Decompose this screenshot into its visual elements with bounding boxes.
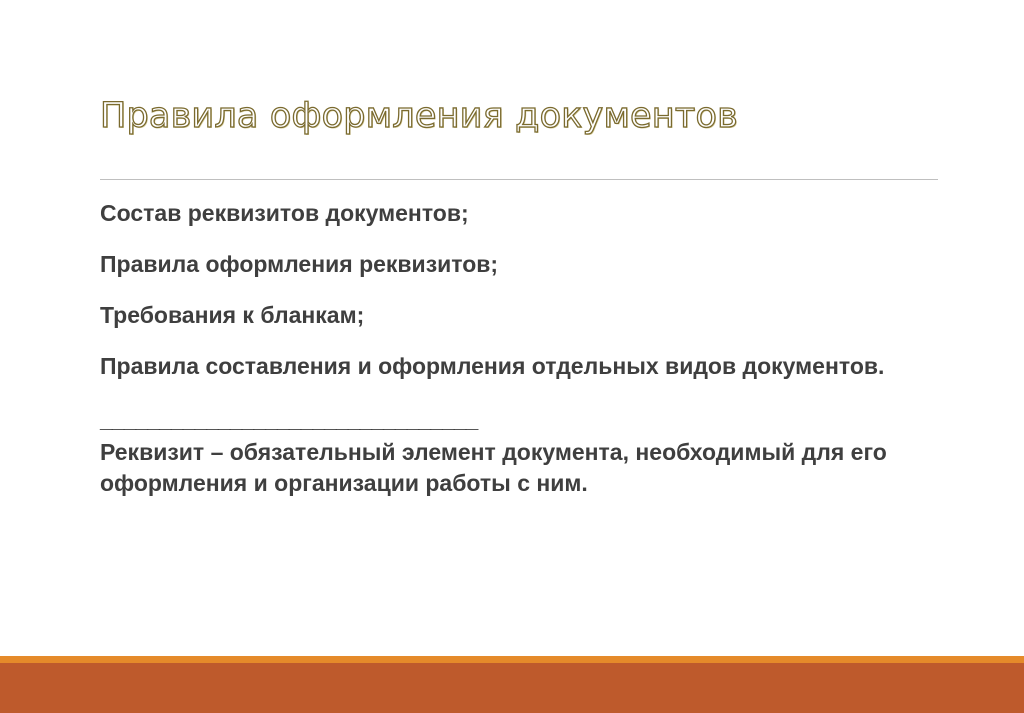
- slide-content: [100, 198, 950, 499]
- slide-title: Правила оформления документов: [100, 96, 738, 136]
- list-item: Состав реквизитов документов;: [100, 200, 469, 226]
- separator-line: ________________________________: [100, 406, 478, 432]
- list-item: Требования к бланкам;: [100, 302, 365, 328]
- footer-bar: [0, 663, 1024, 713]
- definition-text: Реквизит – обязательный элемент документа, необходимый для его оформления и организации работы с ним.: [100, 439, 887, 496]
- footer-accent-stripe: [0, 656, 1024, 663]
- list-item: Правила оформления реквизитов;: [100, 251, 499, 277]
- title-divider: [100, 179, 938, 180]
- list-item: Правила составления и оформления отдельных видов документов.: [100, 353, 885, 379]
